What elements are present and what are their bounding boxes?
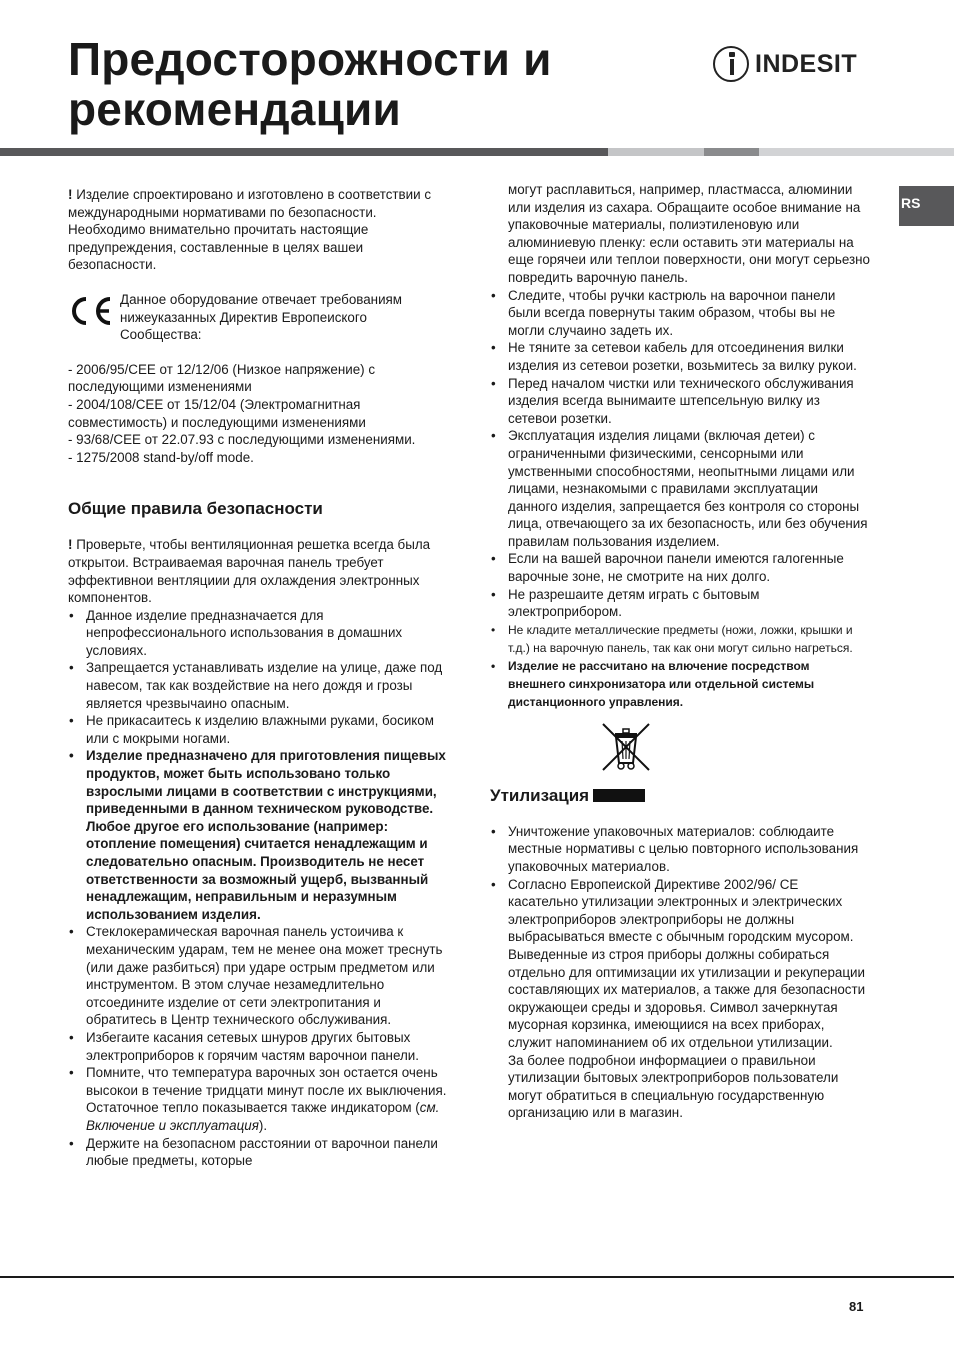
header-rule-dark — [0, 148, 608, 156]
ce-block — [68, 291, 448, 344]
disposal-tail: За более подробнои информациеи о правильнои утилизации бытовых электроприборов пользователи могут обратиться в специальную государственную организацию или в магазин. — [508, 1052, 839, 1121]
right-column — [490, 181, 870, 1122]
list-item: • Эксплуатация изделия лицами (включая детеи) с ограниченными физическими, сенсорными или умственными способностями, неопытными лицами или лицами, незнакомыми с правилами эксплуатации данного изделия, запрещается без контроля со стороны лица, отвечающего за их безопасность, или без обучения правилам пользования изделием. — [490, 427, 870, 550]
intro-paragraph — [68, 186, 448, 274]
logo-text: INDESIT — [755, 49, 858, 78]
page-title — [68, 34, 552, 134]
temp-ref-italic: см. Включение и эксплуатация — [86, 1100, 440, 1133]
continuation-text: могут расплавиться, например, пластмасса, алюминии или изделия из сахара. Обращаите особое внимание на упаковочные материалы, полиэтиленовую или алюминиевую пленку: если оставить эти материалы на еще горячеи или теплои поверхности, они могут серьезно повредить варочную панель. — [508, 182, 870, 285]
page-title-line2: рекомендации — [68, 83, 402, 135]
safety-list-continued — [490, 287, 870, 711]
crossed-bin-icon — [600, 721, 652, 773]
directive-item: - 2004/108/CEE от 15/12/04 (Электромагнитная совместимость) и последующими изменениями — [68, 396, 366, 430]
list-item-bold: • Изделие предназначено для приготовления пищевых продуктов, может быть использовано только взрослыми лицами в соответствии с инструкциями, приведенными в данном техническом руководстве. Любое другое его использование (например: отопление помещения) считается ненадлежащим и следовательно опасным. Производитель не несет ответственности за возможный ущерб, вызванный ненадлежащим, неправильным и неразумным использованием изделия. — [68, 747, 448, 923]
list-item: • Не разрешаите детям играть с бытовым электроприбором. — [490, 586, 870, 621]
indesit-logo — [713, 44, 857, 84]
list-item: • Перед началом чистки или технического обслуживания изделия всегда вынимаите штепсельную вилку из сетевои розетки. — [490, 375, 870, 428]
list-item: • Следите, чтобы ручки кастрюль на варочнои панели были всегда повернуты таким образом, чтобы вы не могли случаино задеть их. — [490, 287, 870, 340]
warning-mark: ! — [68, 187, 73, 202]
temp-text-b: ). — [258, 1117, 268, 1133]
list-item: • Не прикасаитесь к изделию влажными руками, босиком или с мокрыми ногами. — [68, 712, 448, 747]
disposal-list — [490, 823, 870, 1052]
directives-list — [68, 361, 448, 467]
general-safety-list — [68, 607, 448, 1170]
list-item: • Согласно Европеиской Директиве 2002/96/ CE касательно утилизации электронных и электрических электроприборов электроприборы не должны выбрасываться вместе с обычным городским мусором. Выведенные из строя приборы должны собираться отдельно для оптимизации их утилизации и рекуперации составляющих их материалов, а также для безопасности окружающеи среды и здоровья. Символ зачеркнутая мусорная корзинка, имеющиися на всех приборах, служит напоминанием об их отдельнои утилизации. — [490, 876, 870, 1052]
header-rule-light — [608, 148, 704, 156]
header-rule-mid — [704, 148, 759, 156]
list-item: • Стеклокерамическая варочная панель устоичива к механическим ударам, тем не менее она может треснуть (или даже разбиться) при ударе острым предметом или инструментом. В этом случае незамедлительно отсоедините изделие от сети электропитания и обратитесь в Центр технического обслуживания. — [68, 923, 448, 1029]
intro-text: Изделие спроектировано и изготовлено в соответствии с международными нормативами по безопасности. Необходимо внимательно прочитать настоящие предупреждения, составленные в целях вашеи безопасности. — [68, 187, 432, 273]
footer-rule — [0, 1276, 954, 1278]
left-column — [68, 186, 448, 1170]
language-tab: RS — [899, 186, 954, 226]
list-item: • Уничтожение упаковочных материалов: соблюдаите местные нормативы с целью повторного использования упаковочных материалов. — [490, 823, 870, 876]
list-item: • Избегаите касания сетевых шнуров других бытовых электроприборов к горячим частям варочнои панели. — [68, 1029, 448, 1064]
directive-item: - 93/68/CEE от 22.07.93 с последующими изменениями. — [68, 432, 416, 448]
temp-text-a: Помните, что температура варочных зон остается очень высокои в течение тридцати минут после их выключения. Остаточное тепло показывается также индикатором ( — [86, 1065, 447, 1116]
list-item-small: • Не кладите металлические предметы (ножи, ложки, крышки и т.д.) на варочную панель, так как они могут сильно нагреться. — [490, 621, 870, 657]
list-item: • Данное изделие предназначается для непрофессионального использования в домашних условиях. — [68, 607, 448, 660]
ce-mark-icon — [68, 293, 116, 329]
list-item: • Если на вашей варочнои панели имеются галогенные варочные зоне, не смотрите на них долго. — [490, 550, 870, 585]
warning-mark: ! — [68, 537, 73, 553]
logo-i-icon — [713, 46, 749, 82]
disposal-heading: Утилизация — [490, 785, 590, 805]
directive-item: - 1275/2008 stand-by/off mode. — [68, 449, 254, 465]
directive-item: - 2006/95/CEE от 12/12/06 (Низкое напряжение) с последующими изменениями — [68, 361, 376, 395]
general-intro — [68, 536, 448, 606]
page-number: 81 — [849, 1299, 864, 1314]
list-item: • Не тяните за сетевои кабель для отсоединения вилки изделия из сетевои розетки, возьмитесь за вилку рукои. — [490, 339, 870, 374]
list-item: • Держите на безопасном расстоянии от варочнои панели любые предметы, которые — [68, 1135, 448, 1170]
list-item: • Запрещается устанавливать изделие на улице, даже под навесом, так как воздействие на него дождя и грозы является чрезвычаино опасным. — [68, 659, 448, 712]
weee-symbol-wrap — [490, 721, 870, 797]
header-rule-light-end — [759, 148, 954, 156]
general-safety-heading: Общие правила безопасности — [68, 499, 323, 519]
general-intro-text: Проверьте, чтобы вентиляционная решетка всегда была открытои. Встраиваемая варочная панель требует эффективнои вентляциии для охлаждения электронных компонентов. — [68, 537, 431, 606]
list-item-temperature — [68, 1064, 448, 1134]
page-title-line1: Предосторожности и — [68, 33, 552, 85]
ce-text: Данное оборудование отвечает требованиям нижеуказанных Директив Европеиского Сообщества: — [120, 291, 403, 343]
list-item-small-bold: • Изделие не рассчитано на влючение посредством внешнего синхронизатора или отдельной системы дистанционного управления. — [490, 657, 870, 711]
